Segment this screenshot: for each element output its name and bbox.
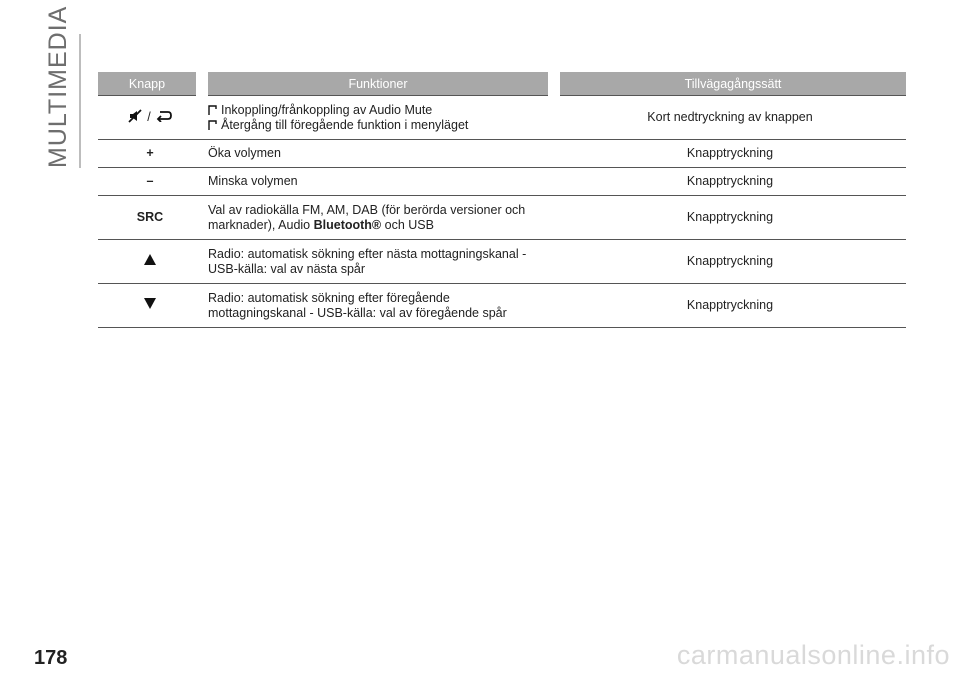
method-cell: Knapptryckning <box>554 240 906 284</box>
function-text: och USB <box>381 217 434 232</box>
key-cell: – <box>98 168 202 196</box>
page-number: 178 <box>34 647 68 669</box>
function-line <box>208 103 548 118</box>
return-icon <box>156 110 172 126</box>
key-separator: / <box>147 109 151 124</box>
function-cell: Minska volymen <box>202 168 554 196</box>
triangle-up-icon <box>144 254 156 265</box>
function-text: Val av radiokälla FM, AM, DAB (för berörda versioner och marknader), Audio <box>208 202 526 232</box>
bullet-icon <box>208 105 217 116</box>
table-row <box>98 196 906 240</box>
watermark: carmanualsonline.info <box>676 640 950 670</box>
function-cell: Radio: automatisk sökning efter nästa mottagningskanal - USB-källa: val av nästa spår <box>202 240 554 284</box>
method-cell: Knapptryckning <box>554 140 906 168</box>
method-cell: Knapptryckning <box>554 168 906 196</box>
bullet-icon <box>208 120 217 131</box>
key-cell: + <box>98 140 202 168</box>
mute-icon <box>128 109 142 127</box>
function-text: Återgång till föregående funktion i menyläget <box>221 117 469 132</box>
method-cell: Kort nedtryckning av knappen <box>554 96 906 140</box>
bluetooth-label: Bluetooth® <box>313 217 382 232</box>
method-cell: Knapptryckning <box>554 284 906 328</box>
method-cell: Knapptryckning <box>554 196 906 240</box>
key-cell <box>98 96 202 140</box>
section-title: MULTIMEDIA <box>44 5 72 168</box>
key-cell <box>98 240 202 284</box>
header-funktioner: Funktioner <box>202 72 554 96</box>
table-row <box>98 168 906 196</box>
function-text: Inkoppling/frånkoppling av Audio Mute <box>221 102 433 117</box>
section-divider <box>79 34 81 168</box>
function-cell: Öka volymen <box>202 140 554 168</box>
table-row <box>98 284 906 328</box>
key-cell: SRC <box>98 196 202 240</box>
function-line <box>208 118 548 133</box>
function-cell <box>202 96 554 140</box>
header-knapp: Knapp <box>98 72 202 96</box>
button-function-table <box>98 72 906 328</box>
header-tillvagagangssatt: Tillvägagångssätt <box>554 72 906 96</box>
table-row <box>98 140 906 168</box>
table-row <box>98 96 906 140</box>
function-cell: Radio: automatisk sökning efter föregående mottagningskanal - USB-källa: val av föregående spår <box>202 284 554 328</box>
table-row <box>98 240 906 284</box>
triangle-down-icon <box>144 298 156 309</box>
function-cell <box>202 196 554 240</box>
table-header-row <box>98 72 906 96</box>
key-cell <box>98 284 202 328</box>
